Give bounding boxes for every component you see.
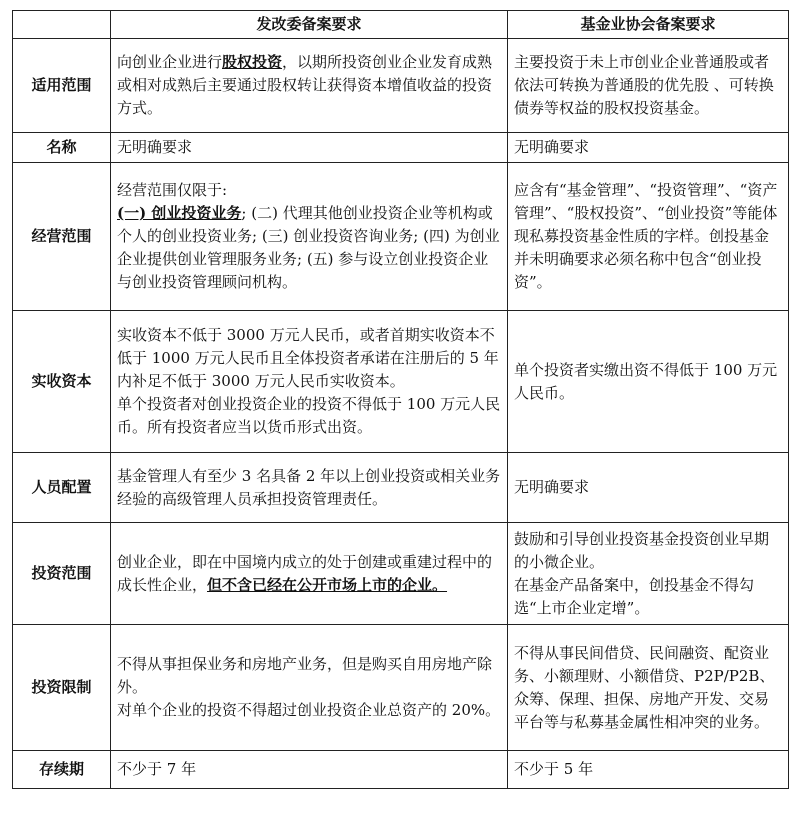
capital-ndrc-p2: 单个投资者对创业投资企业的投资不得低于 100 万元人民币。所有投资者应当以货币形式出资。 bbox=[117, 395, 501, 436]
cell-name-ndrc: 无明确要求 bbox=[111, 133, 508, 163]
capital-ndrc-p1: 实收资本不低于 3000 万元人民币，或者首期实收资本不低于 1000 万元人民币且全体投资者承诺在注册后的 5 年内补足不低于 3000 万元人民币实收资本。 bbox=[117, 326, 499, 390]
header-empty-cell bbox=[13, 11, 111, 39]
cell-capital-amac: 单个投资者实缴出资不得低于 100 万元人民币。 bbox=[508, 311, 789, 453]
cell-duration-amac: 不少于 5 年 bbox=[508, 751, 789, 789]
cell-business-ndrc bbox=[111, 163, 508, 311]
cell-scope-amac: 主要投资于未上市创业企业普通股或者依法可转换为普通股的优先股 、可转换债券等权益的股权投资基金。 bbox=[508, 39, 789, 133]
scope-ndrc-text-a: 向创业企业进行 bbox=[117, 53, 223, 71]
business-ndrc-intro: 经营范围仅限于: bbox=[117, 181, 228, 199]
scope-ndrc-text-c: ，以期所投资创业企业发育成熟或相对成熟后主要通过股权转让获得资本增值收益的投资方式。 bbox=[117, 53, 493, 117]
cell-business-amac: 应含有“基金管理”、“投资管理”、“资产管理”、“股权投资”、“创业投资”等能体现私募投资基金性质的字样。创投基金并未明确要求必须名称中包含“创业投资”。 bbox=[508, 163, 789, 311]
cell-scope-ndrc bbox=[111, 39, 508, 133]
cell-duration-ndrc: 不少于 7 年 bbox=[111, 751, 508, 789]
invest-limit-ndrc-p2: 对单个企业的投资不得超过创业投资企业总资产的 20%。 bbox=[117, 701, 501, 719]
cell-invest-limit-ndrc bbox=[111, 625, 508, 751]
cell-invest-scope-ndrc bbox=[111, 523, 508, 625]
row-label-scope: 适用范围 bbox=[13, 39, 111, 133]
scope-ndrc-emphasis: 股权投资 bbox=[222, 53, 283, 71]
invest-scope-ndrc-emphasis: 但不含已经在公开市场上市的企业。 bbox=[207, 575, 448, 594]
header-amac: 基金业协会备案要求 bbox=[508, 11, 789, 39]
comparison-table bbox=[12, 10, 789, 789]
cell-staff-ndrc: 基金管理人有至少 3 名具备 2 年以上创业投资或相关业务经验的高级管理人员承担投资管理责任。 bbox=[111, 453, 508, 523]
row-label-invest-scope: 投资范围 bbox=[13, 523, 111, 625]
business-ndrc-rest: ; (二) 代理其他创业投资企业等机构或个人的创业投资业务; (三) 创业投资咨询业务; (四) 为创业企业提供创业管理服务业务; (五) 参与设立创业投资企业与创业投资管理顾问机构。 bbox=[117, 204, 500, 291]
cell-invest-limit-amac: 不得从事民间借贷、民间融资、配资业务、小额理财、小额借贷、P2P/P2B、众筹、保理、担保、房地产开发、交易平台等与私募基金属性相冲突的业务。 bbox=[508, 625, 789, 751]
invest-scope-ndrc-text: 创业企业，即在中国境内成立的处于创建或重建过程中的成长性企业， bbox=[117, 552, 493, 594]
header-row bbox=[13, 11, 789, 39]
row-scope bbox=[13, 39, 789, 133]
row-label-business: 经营范围 bbox=[13, 163, 111, 311]
row-label-capital: 实收资本 bbox=[13, 311, 111, 453]
row-label-invest-limit: 投资限制 bbox=[13, 625, 111, 751]
row-duration bbox=[13, 751, 789, 789]
row-invest-limit bbox=[13, 625, 789, 751]
row-invest-scope bbox=[13, 523, 789, 625]
cell-invest-scope-amac bbox=[508, 523, 789, 625]
row-capital bbox=[13, 311, 789, 453]
cell-name-amac: 无明确要求 bbox=[508, 133, 789, 163]
row-label-duration: 存续期 bbox=[13, 751, 111, 789]
invest-scope-amac-p2: 在基金产品备案中，创投基金不得勾选“上市企业定增”。 bbox=[514, 575, 755, 617]
row-staff bbox=[13, 453, 789, 523]
header-ndrc: 发改委备案要求 bbox=[111, 11, 508, 39]
invest-limit-ndrc-p1: 不得从事担保业务和房地产业务，但是购买自用房地产除外。 bbox=[117, 655, 493, 696]
business-ndrc-item1: (一) 创业投资业务 bbox=[117, 204, 242, 222]
row-business bbox=[13, 163, 789, 311]
row-label-name: 名称 bbox=[13, 133, 111, 163]
cell-staff-amac: 无明确要求 bbox=[508, 453, 789, 523]
row-name bbox=[13, 133, 789, 163]
row-label-staff: 人员配置 bbox=[13, 453, 111, 523]
cell-capital-ndrc bbox=[111, 311, 508, 453]
invest-scope-amac-p1: 鼓励和引导创业投资基金投资创业早期的小微企业。 bbox=[514, 529, 770, 571]
